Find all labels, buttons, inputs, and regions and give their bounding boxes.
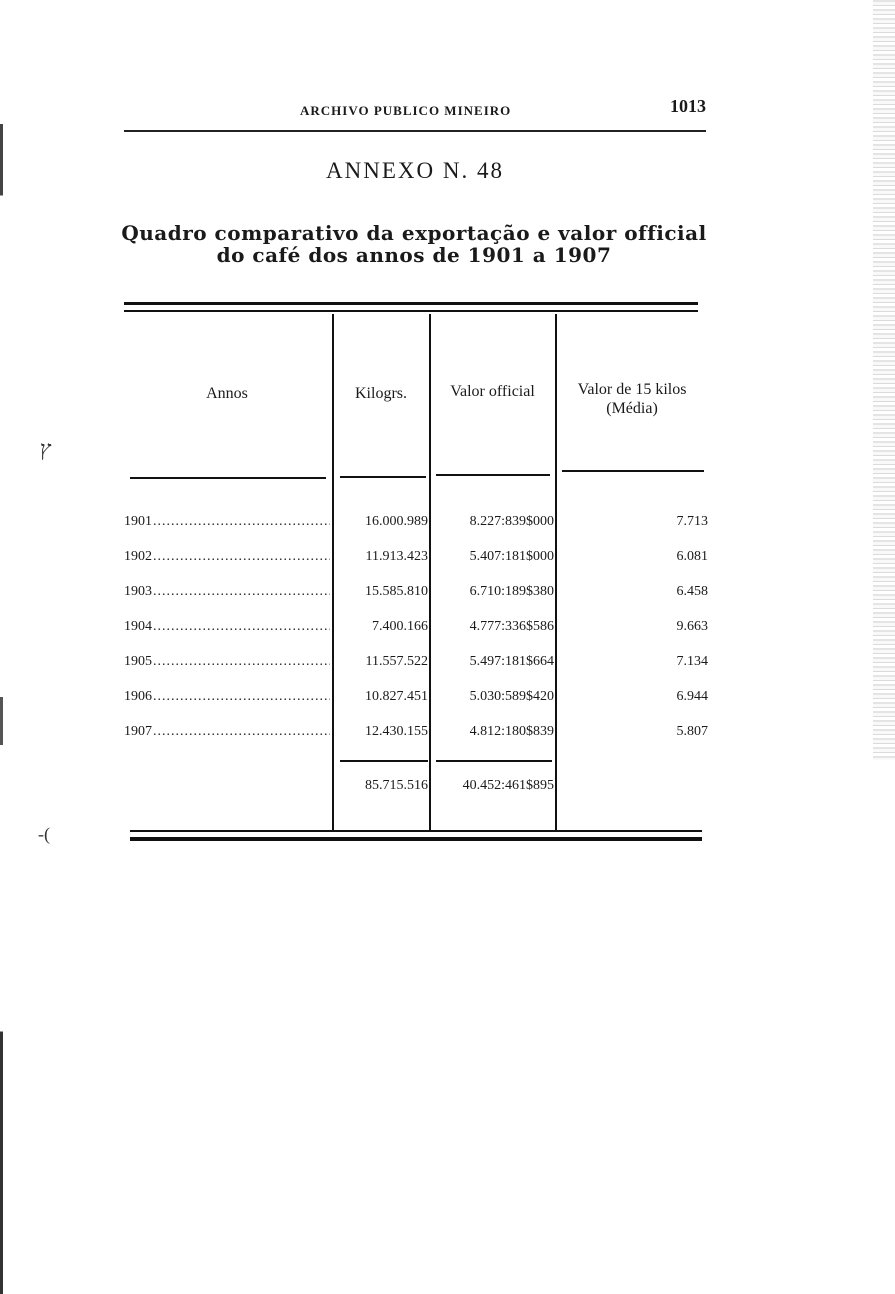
- cell-media: 5.807: [676, 724, 708, 739]
- cell-ano: 1901 .....: [124, 514, 330, 530]
- cell-media: 6.944: [676, 689, 708, 704]
- cell-ano: 1906 .....: [124, 689, 330, 705]
- cell-kilogrs: 15.585.810: [365, 584, 428, 599]
- total-kilogrs: 85.715.516: [365, 778, 428, 793]
- column-header-kilogrs: Kilogrs.: [355, 385, 407, 402]
- column-header-valor-15-kilos: [557, 380, 707, 418]
- total-underline: [340, 760, 428, 762]
- page-edge-texture: [873, 0, 895, 760]
- cell-valor-official: 4.812:180$839: [469, 724, 554, 739]
- cell-ano: 1904 .....: [124, 619, 330, 635]
- table-row: [124, 584, 709, 608]
- cell-kilogrs: 11.913.423: [365, 549, 428, 564]
- cell-valor-official: 8.227:839$000: [469, 514, 554, 529]
- cell-ano: 1905 .....: [124, 654, 330, 670]
- running-title: ARCHIVO PUBLICO MINEIRO: [300, 103, 512, 118]
- table-bottom-rule-thick: [130, 837, 702, 841]
- table-row: [124, 619, 709, 643]
- table-row: [124, 724, 709, 748]
- annex-title: ANNEXO N. 48: [326, 158, 504, 183]
- table-row: [124, 514, 709, 538]
- margin-mark: -(: [38, 824, 50, 844]
- cell-kilogrs: 10.827.451: [365, 689, 428, 704]
- table-heading-line-1: Quadro comparativo da exportação e valor official: [121, 221, 707, 245]
- header-underline: [562, 470, 704, 472]
- header-underline: [436, 474, 550, 476]
- header-underline: [340, 476, 426, 478]
- cell-valor-official: 4.777:336$586: [469, 619, 554, 634]
- total-valor-official: 40.452:461$895: [462, 778, 554, 793]
- table-row: [124, 654, 709, 678]
- cell-media: 9.663: [676, 619, 708, 634]
- margin-mark: ץ: [40, 436, 52, 461]
- table-heading-line-2: do café dos annos de 1901 a 1907: [216, 243, 612, 267]
- table-heading: [118, 222, 710, 266]
- cell-kilogrs: 7.400.166: [372, 619, 428, 634]
- table-row: [124, 689, 709, 713]
- cell-kilogrs: 16.000.989: [365, 514, 428, 529]
- cell-ano: 1907 .....: [124, 724, 330, 740]
- cell-kilogrs: 11.557.522: [365, 654, 428, 669]
- table-top-rule: [124, 302, 698, 305]
- cell-media: 7.713: [676, 514, 708, 529]
- cell-media: 6.081: [676, 549, 708, 564]
- cell-ano: 1903 .....: [124, 584, 330, 600]
- cell-media: 7.134: [676, 654, 708, 669]
- page-number: 1013: [670, 96, 706, 116]
- table-top-rule-inner: [124, 310, 698, 312]
- cell-media: 6.458: [676, 584, 708, 599]
- column-header-valor-15-line-1: Valor de 15 kilos: [577, 381, 687, 398]
- total-underline: [436, 760, 552, 762]
- header-underline: [130, 477, 326, 479]
- cell-valor-official: 5.030:589$420: [469, 689, 554, 704]
- page-binding-edge: [0, 100, 3, 1294]
- running-header: [124, 96, 706, 132]
- column-header-annos: Annos: [206, 385, 248, 402]
- cell-valor-official: 5.497:181$664: [469, 654, 554, 669]
- cell-valor-official: 5.407:181$000: [469, 549, 554, 564]
- column-header-valor-official: Valor official: [450, 383, 535, 400]
- cell-valor-official: 6.710:189$380: [469, 584, 554, 599]
- cell-ano: 1902 .....: [124, 549, 330, 565]
- column-header-valor-15-line-2: (Média): [606, 400, 658, 417]
- table-bottom-rule: [130, 830, 702, 832]
- table-row: [124, 549, 709, 573]
- cell-kilogrs: 12.430.155: [365, 724, 428, 739]
